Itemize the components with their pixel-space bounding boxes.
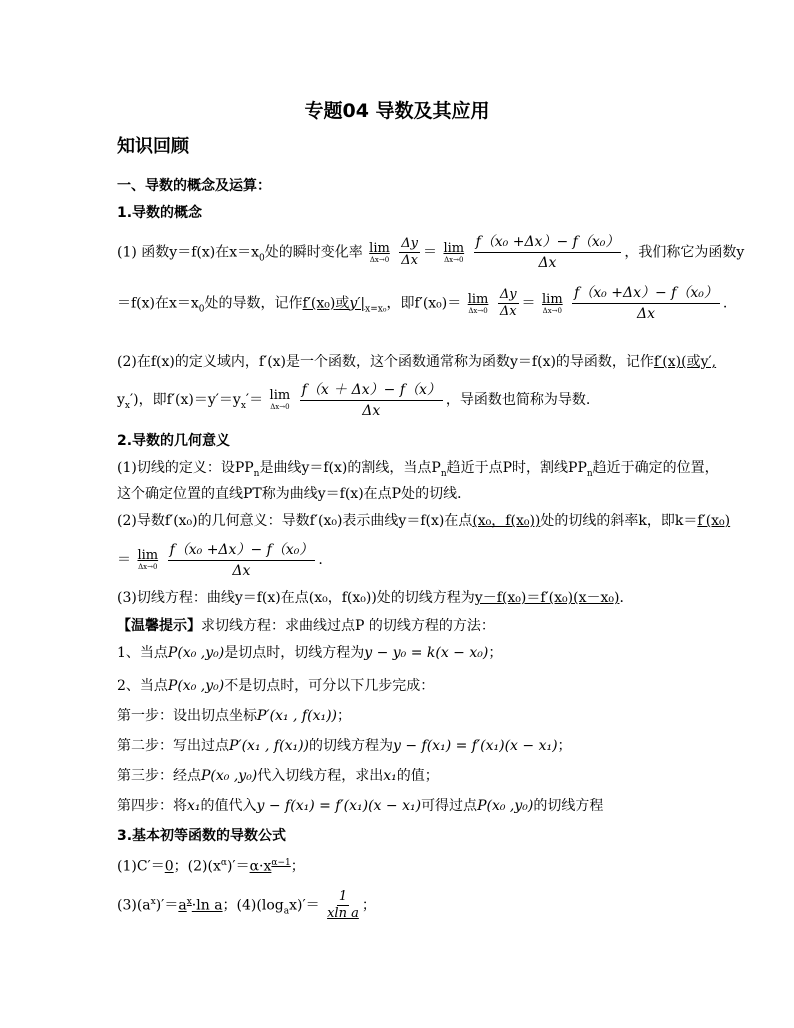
- fraction-dy-dx: $\frac{\Delta y}{\Delta x}$: [499, 287, 517, 319]
- notation-derivative: f′(x₀): [302, 295, 336, 312]
- difference-quotient: $\frac{\text{f（x₀ +Δx）− f（x₀）}}{\Delta x}$: [169, 541, 314, 579]
- text: 处的瞬时变化率: [264, 244, 363, 261]
- paragraph-1: (1) 函数y＝f(x)在$x=x_0$处的瞬时变化率 lim Δx→0 $\frac{\Delta y}{\Delta x}$ ＝ lim Δx→0 $\frac{\text{f（x₀ +Δx）− f（x₀）}}{\Delta x}$ ，我们称它为函数y: [117, 234, 745, 271]
- step-4: 第四步：将x₁的值代入y − f(x₁) = f′(x₁)(x − x₁)可得过点P(x₀ ,y₀)的切线方程: [117, 798, 604, 814]
- concept-heading: 1.导数的概念: [117, 205, 203, 221]
- step-1: 第一步：设出切点坐标P′(x₁ , f(x₁))；: [117, 708, 351, 724]
- tip-case-1: 1、当点P(x₀ ,y₀)是切点时，切线方程为y − y₀ = k(x − x₀)；: [117, 645, 503, 661]
- derivative-quotient: $\frac{f(x + \Delta x)- f(x)}{\Delta x}$: [301, 381, 441, 419]
- paragraph-4: $y_x'$)，即$f'(x)=y'=y_x'=$ lim Δx→0 $\frac{f(x + \Delta x)- f(x)}{\Delta x}$ ，导函数也简称为导数.: [117, 381, 591, 419]
- text: ，我们称它为函数y: [624, 244, 745, 261]
- tangent-definition: (1)切线的定义：设$PP_n$是曲线y＝f(x)的割线，当点$P_n$趋近于点P时，割线$PP_n$趋近于确定的位置，: [117, 460, 719, 479]
- tangent-equation: (3)切线方程：曲线y＝f(x)在点(x₀，f(x₀))处的切线方程为y－f(x₀)＝f′(x₀)(x－x₀)．: [117, 590, 634, 606]
- geometry-heading: 2.导数的几何意义: [117, 433, 231, 449]
- limit: lim Δx→0: [369, 240, 390, 264]
- page-title: 专题04 导数及其应用: [304, 100, 490, 122]
- fraction-log-derivative: $\frac{1}{\text{xln a}}$: [327, 889, 359, 922]
- formula-line-2: $(3)(a^x)'=a^x\cdot\ln$ a；$(4)(\log_ax)'=$ $\frac{1}{\text{xln a}}$ ；: [117, 889, 376, 922]
- subsection-heading: 一、导数的概念及运算：: [117, 178, 271, 194]
- limit: lim Δx→0: [137, 548, 159, 571]
- step-3: 第三步：经点P(x₀ ,y₀)代入切线方程，求出x₁的值；: [117, 768, 439, 784]
- fraction-dy-dx: $\frac{\Delta y}{\Delta x}$: [401, 236, 419, 268]
- text: (1) 函数y＝f(x)在x＝x: [117, 244, 259, 261]
- formula-line-1: (1)C′＝0；$(2)(x^\alpha)'=\alpha\cdot x^{\alpha-1}$；: [117, 858, 305, 875]
- tip-case-2: 2、当点P(x₀ ,y₀)不是切点时，可分以下几步完成：: [117, 678, 435, 694]
- geometric-meaning: (2)导数f′(x₀)的几何意义：导数f′(x₀)表示曲线y＝f(x)在点(x₀，f(x₀))处的切线的斜率k，即k＝f′(x₀): [117, 513, 731, 529]
- paragraph-3: (2)在f(x)的定义域内，f′(x)是一个函数，这个函数通常称为函数y＝f(x)的导函数，记作f′(x)(或y′,: [117, 354, 717, 370]
- tangent-definition-cont: 这个确定位置的直线PT称为曲线y＝f(x)在点P处的切线．: [117, 486, 472, 502]
- limit: lim Δx→0: [542, 291, 563, 315]
- paragraph-2: ＝f(x)在$x=x_0$处的导数，记作f′(x₀)或$y'|_{x=x_0}$，即f′(x₀)＝ lim Δx→0 $\frac{\Delta y}{\Delta x}$ ＝ lim Δx→0 $\frac{\text{f（x₀ +Δx）− f（x₀）}}{\Delta x}$ .: [117, 285, 728, 322]
- formula-heading: 3.基本初等函数的导数公式: [117, 828, 287, 844]
- step-2: 第二步：写出过点P′(x₁ , f(x₁))的切线方程为y − f(x₁) = f′(x₁)(x − x₁)；: [117, 738, 572, 754]
- limit: lim Δx→0: [443, 240, 465, 264]
- difference-quotient: $\frac{\text{f（x₀ +Δx）− f（x₀）}}{\Delta x}$: [574, 285, 718, 322]
- limit: lim Δx→0: [269, 388, 291, 411]
- geometric-meaning-formula: ＝ lim Δx→0 $\frac{\text{f（x₀ +Δx）− f（x₀）}}{\Delta x}$ .: [117, 541, 323, 579]
- tip: 【温馨提示】求切线方程：求曲线过点P 的切线方程的方法：: [117, 618, 495, 634]
- section-heading: 知识回顾: [117, 136, 189, 157]
- difference-quotient: $\frac{\text{f（x₀ +Δx）− f（x₀）}}{\Delta x}$: [475, 234, 620, 271]
- limit: lim Δx→0: [467, 291, 489, 315]
